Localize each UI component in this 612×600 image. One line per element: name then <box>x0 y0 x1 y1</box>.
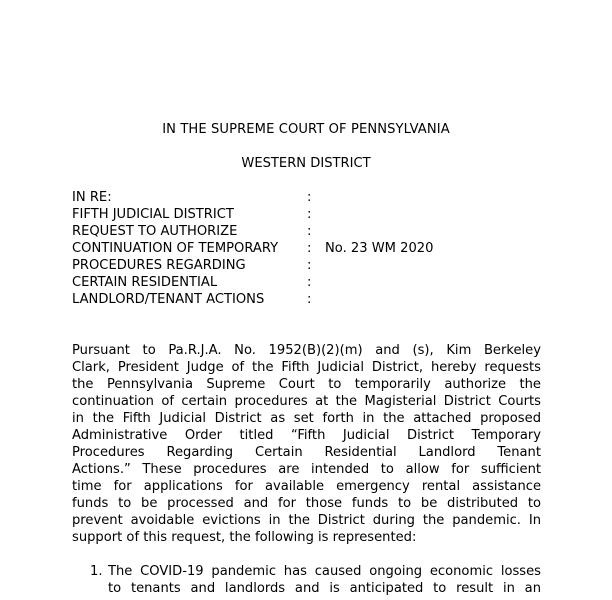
list-item <box>90 563 541 597</box>
list-line: to tenants and landlords and is anticipated to result in an <box>108 581 541 596</box>
caption-text: CERTAIN RESIDENTIAL <box>72 275 218 290</box>
caption-text: PROCEDURES REGARDING <box>72 258 246 273</box>
list-item-text <box>108 563 541 597</box>
list-line: The COVID-19 pandemic has caused ongoing economic losses <box>108 564 541 579</box>
paragraph-line: funds to be processed and for those funds to be distributed to <box>72 496 541 511</box>
caption-colon: : <box>307 207 312 222</box>
court-title: IN THE SUPREME COURT OF PENNSYLVANIA <box>162 122 450 137</box>
list-number: 1. <box>90 564 103 579</box>
paragraph-line: Administrative Order titled “Fifth Judicial District Temporary <box>72 428 541 443</box>
paragraph-line: support of this request, the following is represented: <box>72 530 417 545</box>
caption-colon: : <box>307 241 312 256</box>
paragraph-line: time for applications for available emergency rental assistance <box>72 479 541 494</box>
caption-colon: : <box>307 292 312 307</box>
caption-colon: : <box>307 224 312 239</box>
district-heading: WESTERN DISTRICT <box>241 156 371 171</box>
caption-text: LANDLORD/TENANT ACTIONS <box>72 292 265 307</box>
paragraph-line: Pursuant to Pa.R.J.A. No. 1952(B)(2)(m) and (s), Kim Berkeley <box>72 343 541 358</box>
paragraph-line: Procedures Regarding Certain Residential Landlord Tenant <box>72 445 541 460</box>
caption-text: CONTINUATION OF TEMPORARY <box>72 241 279 256</box>
paragraph-line: Clark, President Judge of the Fifth Judicial District, hereby requests <box>72 360 541 375</box>
numbered-list <box>90 563 541 597</box>
paragraph-line: Actions.” These procedures are intended to allow for sufficient <box>72 462 541 477</box>
body-paragraph <box>72 342 541 546</box>
caption-text: FIFTH JUDICIAL DISTRICT <box>72 207 234 222</box>
docket-number: No. 23 WM 2020 <box>325 241 434 256</box>
caption-colon: : <box>307 275 312 290</box>
caption-text: REQUEST TO AUTHORIZE <box>72 224 238 239</box>
paragraph-line: prevent avoidable evictions in the District during the pandemic. In <box>72 513 541 528</box>
paragraph-line: in the Fifth Judicial District as set forth in the attached proposed <box>72 411 541 426</box>
caption-text: IN RE: <box>72 190 112 205</box>
caption-colon: : <box>307 258 312 273</box>
caption-colon: : <box>307 190 312 205</box>
paragraph-line: continuation of certain procedures at the Magisterial District Courts <box>72 394 541 409</box>
paragraph-line: the Pennsylvania Supreme Court to temporarily authorize the <box>72 377 541 392</box>
